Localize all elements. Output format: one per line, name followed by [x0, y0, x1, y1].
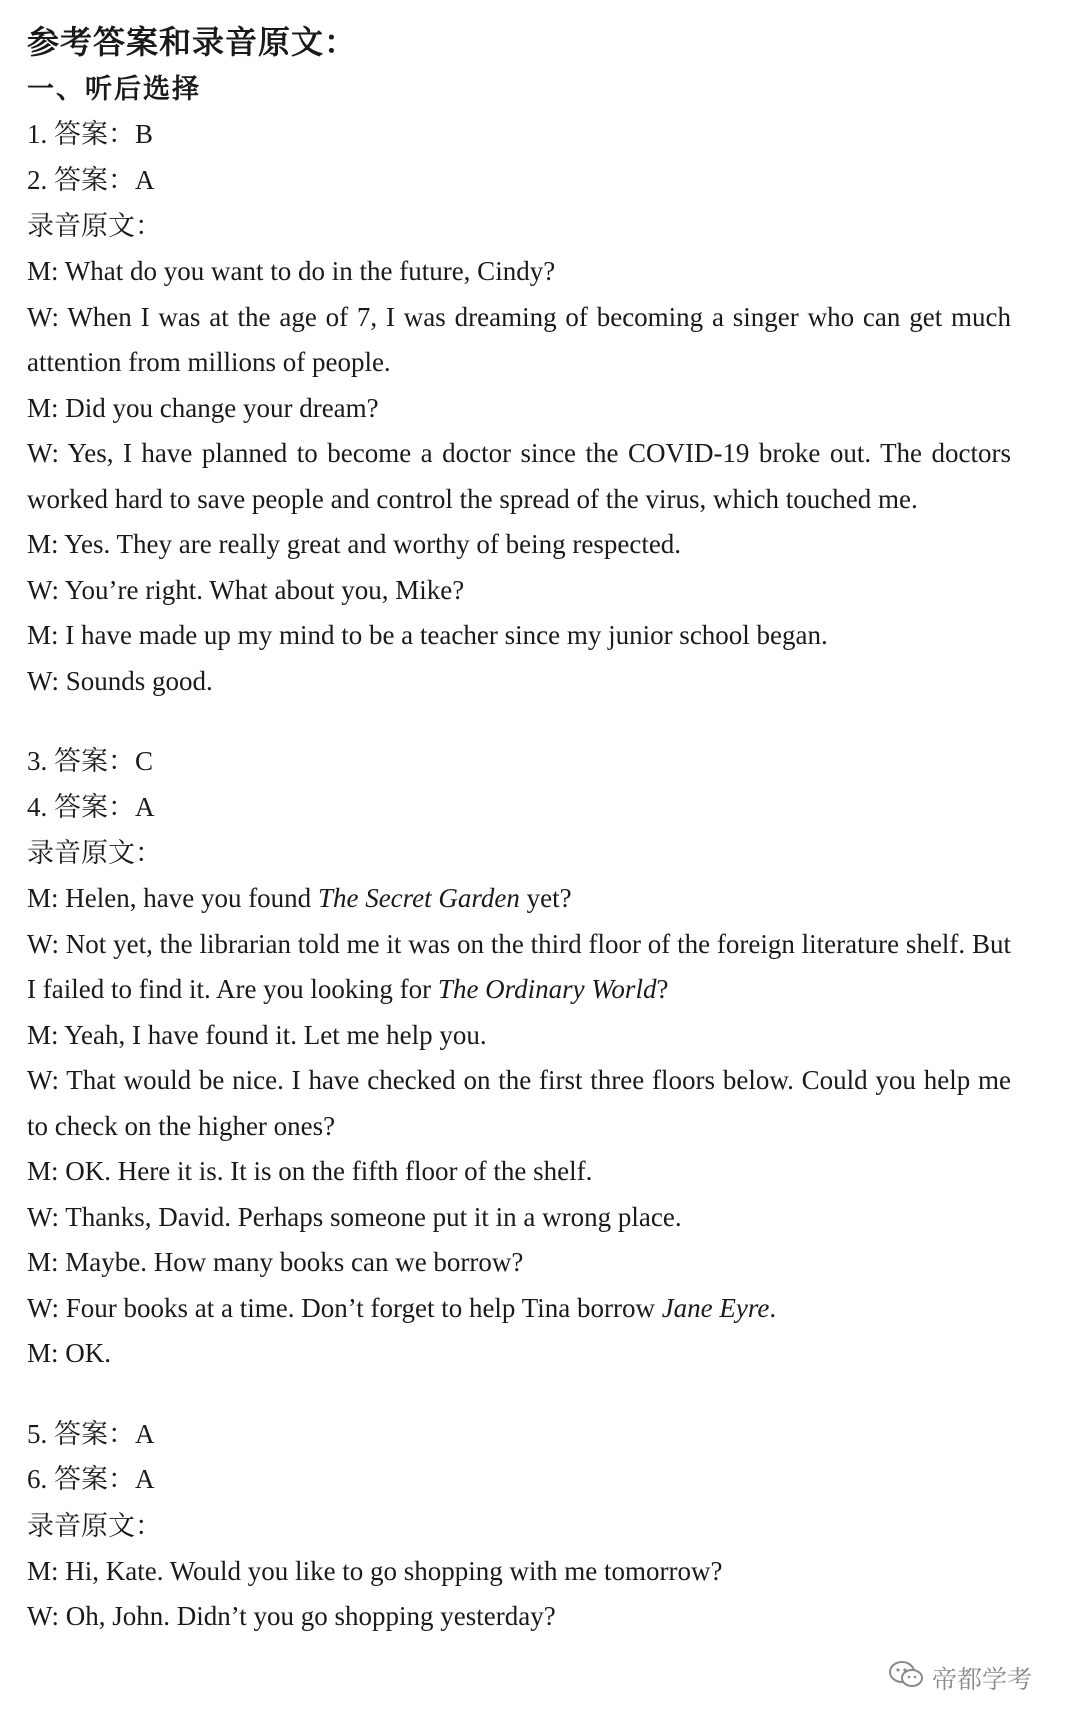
transcript-label: 录音原文： — [27, 211, 162, 241]
book-title: The Ordinary World — [437, 974, 657, 1004]
dialogue-line: M: What do you want to do in the future, Cindy? — [27, 256, 556, 286]
answer-5: 5. 答案：A — [27, 1418, 155, 1449]
dialogue-text: ? — [656, 974, 669, 1004]
dialogue-line — [27, 876, 1011, 922]
dialogue-text: W: Four books at a time. Don’t forget to help Tina borrow — [27, 1292, 662, 1323]
watermark-text: 帝都学考 — [931, 1665, 1032, 1694]
answer-6: 6. 答案：A — [27, 1464, 155, 1494]
transcript-label: 录音原文： — [27, 838, 162, 868]
dialogue-text: M: Helen, have you found — [27, 883, 318, 913]
dialogue-line: W: Thanks, David. Perhaps someone put it in a wrong place. — [27, 1201, 682, 1232]
dialogue-line: M: Did you change your dream? — [27, 392, 379, 423]
dialogue-line — [27, 1286, 1011, 1332]
dialogue-line: W: That would be nice. I have checked on the first three floors below. Could you help me to check on the higher ones? — [27, 1065, 1011, 1141]
dialogue-line: M: Hi, Kate. Would you like to go shopping with me tomorrow? — [27, 1555, 723, 1586]
answer-2: 2. 答案：A — [27, 164, 155, 195]
dialogue-text: yet? — [519, 883, 572, 913]
book-title: The Secret Garden — [317, 883, 520, 913]
dialogue-line: W: You’re right. What about you, Mike? — [27, 574, 465, 605]
document-page — [27, 18, 1011, 1640]
dialogue-line: W: Sounds good. — [27, 665, 213, 696]
spacer — [27, 704, 1011, 739]
page-title: 参考答案和录音原文： — [27, 24, 358, 60]
dialogue-line: M: Yeah, I have found it. Let me help you. — [27, 1019, 487, 1050]
section-heading: 一、听后选择 — [27, 74, 201, 104]
answer-3: 3. 答案：C — [27, 746, 154, 776]
dialogue-line — [27, 922, 1011, 1013]
dialogue-line: M: I have made up my mind to be a teacher since my junior school began. — [27, 620, 828, 650]
wechat-icon — [888, 1660, 924, 1696]
answer-4: 4. 答案：A — [27, 791, 155, 822]
dialogue-line: M: OK. Here it is. It is on the fifth floor of the shelf. — [27, 1156, 593, 1186]
dialogue-line: M: Yes. They are really great and worthy of being respected. — [27, 529, 682, 559]
dialogue-line: W: Yes, I have planned to become a doctor since the COVID-19 broke out. The doctors worked hard to save people and control the spread of the virus, which touched me. — [27, 438, 1011, 514]
dialogue-line: M: OK. — [27, 1338, 112, 1368]
dialogue-line: M: Maybe. How many books can we borrow? — [27, 1247, 524, 1277]
spacer — [27, 1377, 1011, 1412]
dialogue-text: . — [769, 1292, 777, 1323]
watermark — [888, 1660, 1032, 1696]
answer-1: 1. 答案：B — [27, 119, 154, 149]
dialogue-line: W: When I was at the age of 7, I was dreaming of becoming a singer who can get much attention from millions of people. — [27, 301, 1011, 377]
dialogue-text: W: Not yet, the librarian told me it was on the third floor of the foreign literature shelf. But I failed to find it. Are you looking for — [27, 928, 1011, 1004]
transcript-label: 录音原文： — [27, 1510, 162, 1541]
book-title: Jane Eyre — [661, 1292, 770, 1323]
dialogue-line: W: Oh, John. Didn’t you go shopping yesterday? — [27, 1601, 556, 1631]
